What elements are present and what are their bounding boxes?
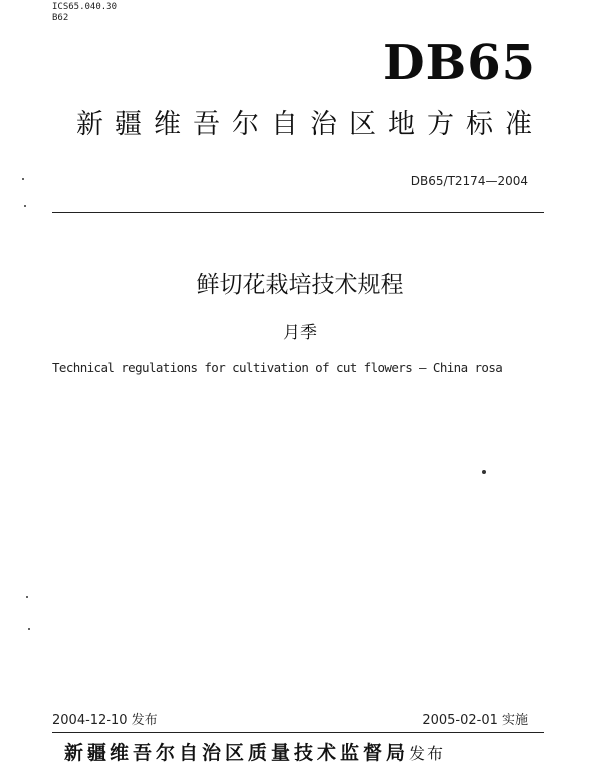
scan-speck xyxy=(22,178,24,180)
header-divider xyxy=(52,212,544,213)
issue-date: 2004-12-10 发布 xyxy=(52,713,158,728)
document-title-chinese: 鲜切花栽培技术规程 xyxy=(196,272,404,298)
standard-title: 新疆维吾尔自治区地方标准 xyxy=(76,109,544,140)
document-title-english: Technical regulations for cultivation of cut flowers — China rosa xyxy=(52,360,503,375)
implementation-date: 2005-02-01 实施 xyxy=(422,713,528,728)
standard-code: DB65 xyxy=(383,35,536,91)
publish-word: 发布 xyxy=(409,744,446,763)
scan-speck xyxy=(24,205,26,207)
ics-code: ICS65.040.30 xyxy=(52,2,118,12)
scan-speck xyxy=(482,470,486,474)
scan-speck xyxy=(26,596,28,598)
standard-number: DB65/T2174—2004 xyxy=(410,174,528,188)
document-subtitle-chinese: 月季 xyxy=(283,323,317,343)
issuing-authority-name: 新疆维吾尔自治区质量技术监督局 xyxy=(64,742,410,764)
ccs-code: B62 xyxy=(52,13,69,23)
footer-divider xyxy=(52,732,544,733)
issuing-authority xyxy=(64,740,445,767)
scan-speck xyxy=(28,628,30,630)
